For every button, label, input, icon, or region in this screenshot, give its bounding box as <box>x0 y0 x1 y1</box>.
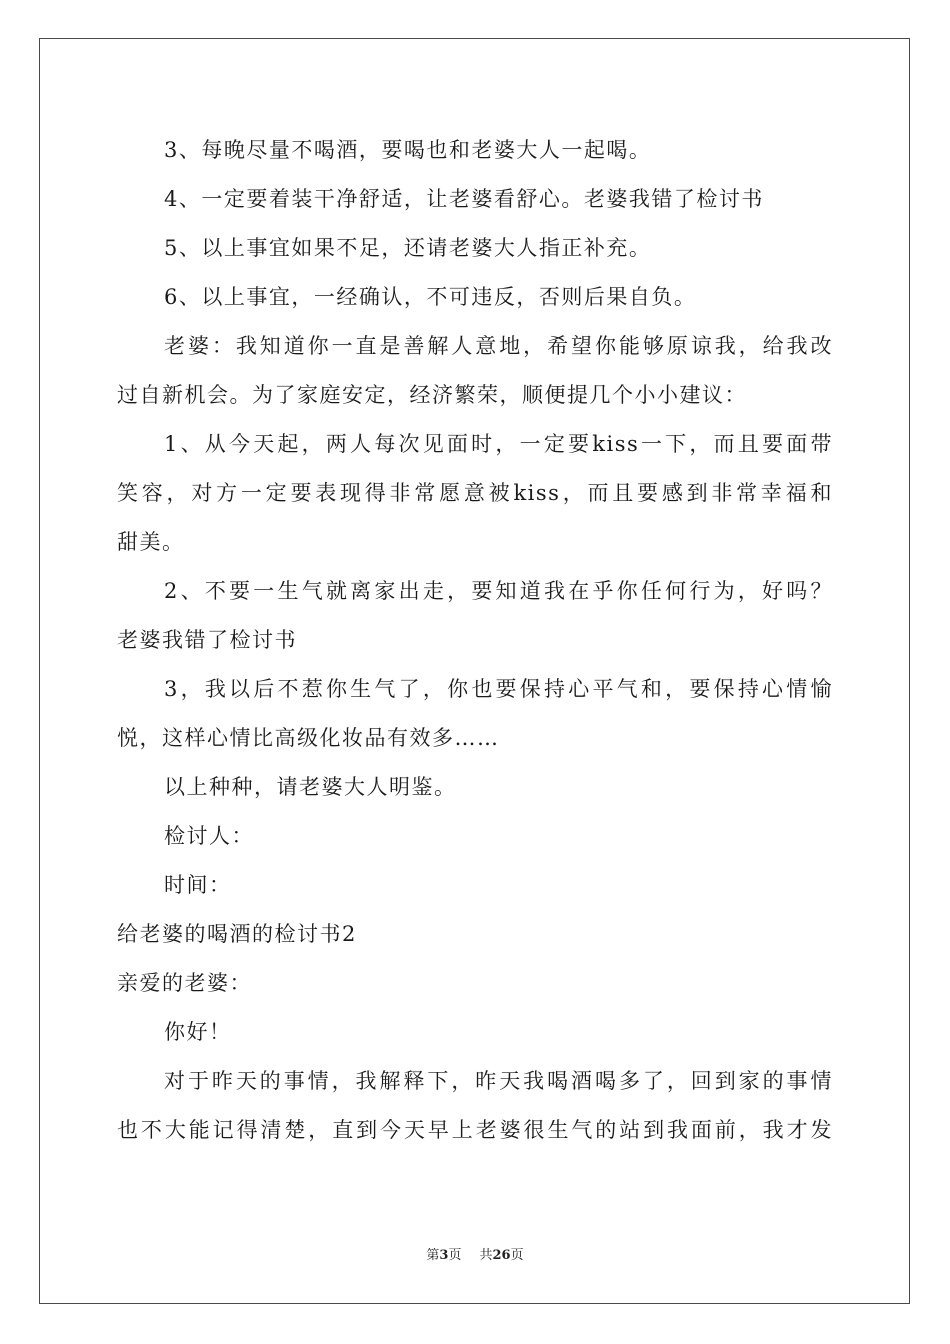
text-line: 6、以上事宜，一经确认，不可违反，否则后果自负。 <box>164 285 697 309</box>
text-line: 老婆：我知道你一直是善解人意地，希望你能够原谅我，给我改 <box>164 334 833 358</box>
page-prefix: 第 <box>426 1248 440 1263</box>
total-suffix: 页 <box>510 1248 524 1263</box>
greeting: 你好！ <box>164 1020 232 1044</box>
text-line: 老婆我错了检讨书 <box>117 628 297 652</box>
page-number: 3 <box>439 1248 449 1263</box>
signer-label: 检讨人： <box>164 824 254 848</box>
text-line: 5、以上事宜如果不足，还请老婆大人指正补充。 <box>164 236 652 260</box>
section-title: 给老婆的喝酒的检讨书2 <box>117 922 357 946</box>
text-line: 笑容，对方一定要表现得非常愿意被kiss，而且要感到非常幸福和 <box>117 481 833 505</box>
text-line: 甜美。 <box>117 530 185 554</box>
document-body <box>117 126 833 1155</box>
text-line: 1、从今天起，两人每次见面时，一定要kiss一下，而且要面带 <box>164 432 833 456</box>
text-line: 对于昨天的事情，我解释下，昨天我喝酒喝多了，回到家的事情 <box>164 1069 833 1093</box>
text-line: 2、不要一生气就离家出走，要知道我在乎你任何行为，好吗？ <box>164 579 833 603</box>
text-line: 以上种种，请老婆大人明鉴。 <box>164 775 457 799</box>
text-line: 3，我以后不惹你生气了，你也要保持心平气和，要保持心情愉 <box>164 677 833 701</box>
salutation: 亲爱的老婆： <box>117 971 252 995</box>
text-line: 3、每晚尽量不喝酒，要喝也和老婆大人一起喝。 <box>164 138 652 162</box>
page-footer <box>0 1246 950 1266</box>
total-pages: 26 <box>492 1248 511 1263</box>
page-suffix: 页 <box>448 1248 462 1263</box>
date-label: 时间： <box>164 873 232 897</box>
text-line: 4、一定要着装干净舒适，让老婆看舒心。老婆我错了检讨书 <box>164 187 764 211</box>
text-line: 也不大能记得清楚，直到今天早上老婆很生气的站到我面前，我才发 <box>117 1118 833 1142</box>
total-prefix: 共 <box>479 1248 493 1263</box>
text-line: 过自新机会。为了家庭安定，经济繁荣，顺便提几个小小建议： <box>117 383 747 407</box>
text-line: 悦，这样心情比高级化妆品有效多…… <box>117 726 500 750</box>
